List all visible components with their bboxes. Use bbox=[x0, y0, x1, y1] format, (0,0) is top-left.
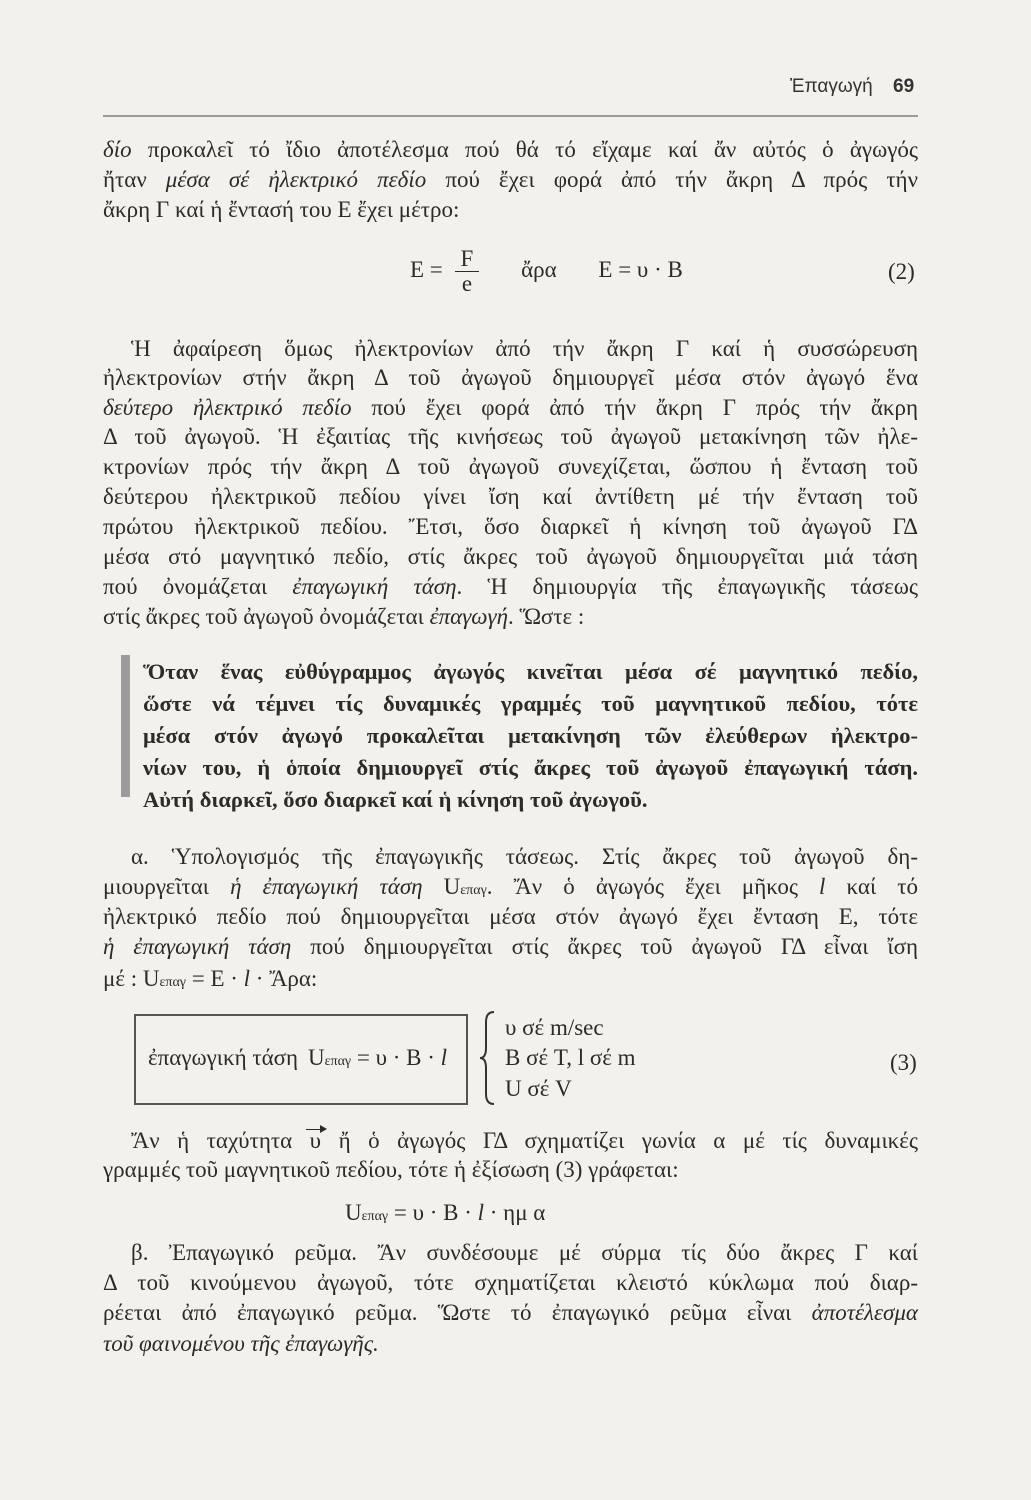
text-segment: μέσα στόν ἀγωγό προκαλεῖται μετακίνηση τῶν ἐλεύθερων ἠλεκτρο- bbox=[143, 723, 918, 748]
para-a-line bbox=[103, 933, 918, 961]
text-segment: ὥστε νά τέμνει τίς δυναμικές γραμμές τοῦ μαγνητικοῦ πεδίου, τότε bbox=[143, 691, 918, 716]
eq3-u: U bbox=[308, 1045, 325, 1070]
eq3-rhs: = υ · B · bbox=[356, 1045, 441, 1070]
rule-box-line bbox=[143, 658, 918, 686]
text-segment: πού ἔχει φορά ἀπό τήν ἄκρη Γ πρός τήν ἄκρη bbox=[351, 395, 918, 420]
eq3-unit-2: B σέ T, l σέ m bbox=[505, 1045, 636, 1070]
text-segment: Αὐτή διαρκεῖ, ὅσο διαρκεῖ καί ἡ κίνηση τοῦ ἀγωγοῦ. bbox=[143, 787, 648, 812]
eq3-unit-1: υ σέ m/sec bbox=[505, 1015, 604, 1040]
para-a-line bbox=[103, 873, 918, 905]
text-segment: γραμμές τοῦ μαγνητικοῦ πεδίου, τότε ἡ ἐξίσωση (3) γράφεται: bbox=[103, 1157, 679, 1182]
para2-line bbox=[103, 483, 918, 511]
text-segment: ἡ ἐπαγωγική τάση bbox=[103, 934, 292, 959]
eq2-lhs: E = bbox=[410, 256, 443, 282]
para-a-line bbox=[103, 903, 918, 931]
text-segment: l bbox=[819, 874, 826, 899]
text-segment: α. Ὑπολογισμός τῆς ἐπαγωγικῆς τάσεως. Στίς ἄκρες τοῦ ἀγωγοῦ δη- bbox=[131, 844, 918, 869]
text-segment: πού δημιουργεῖται στίς ἄκρες τοῦ ἀγωγοῦ ΓΔ εἶναι ἴση bbox=[291, 934, 918, 959]
text-segment: τοῦ φαινομένου τῆς ἐπαγωγῆς. bbox=[103, 1331, 379, 1356]
text-segment: . Ὥστε : bbox=[508, 604, 585, 629]
text-segment: U bbox=[422, 874, 461, 899]
para1-line bbox=[103, 166, 918, 194]
eq2-denominator: e bbox=[461, 271, 473, 296]
text-segment: μέσα στό μαγνητικό πεδίο, στίς ἄκρες τοῦ ἀγωγοῦ δημιουργεῖται μιά τάση bbox=[103, 544, 918, 569]
eq3-name: ἐπαγωγική τάση bbox=[148, 1045, 299, 1070]
para2-line bbox=[103, 543, 918, 571]
eq3-formula bbox=[308, 1044, 447, 1076]
eq2-fraction bbox=[455, 247, 480, 296]
text-segment: πού ἔχει φορά ἀπό τήν ἄκρη Δ πρός τήν bbox=[426, 167, 918, 192]
text-segment: πρώτου ἠλεκτρικοῦ πεδίου. Ἔτσι, ὅσο διαρκεῖ ἡ κίνηση τοῦ ἀγωγοῦ ΓΔ bbox=[103, 514, 918, 539]
text-segment: ἤ ὁ ἀγωγός ΓΔ σχηματίζει γωνία α μέ τίς δυναμικές bbox=[321, 1128, 918, 1153]
rule-box-line bbox=[143, 690, 918, 718]
eq2-rhs: E = υ · B bbox=[598, 256, 683, 282]
para2-line bbox=[103, 573, 918, 601]
text-segment: ἀποτέλεσμα bbox=[811, 1300, 918, 1325]
text-segment: Ὅταν ἕνας εὐθύγραμμος ἀγωγός κινεῖται μέσα σέ μαγνητικό πεδίο, bbox=[143, 659, 918, 684]
para2-line bbox=[103, 603, 918, 631]
eq2-numerator: F bbox=[455, 247, 480, 272]
text-segment: μέσα σέ ἠλεκτρικό πεδίο bbox=[165, 167, 427, 192]
text-segment: μιουργεῖται bbox=[103, 874, 231, 899]
eq3-unit-3: U σέ V bbox=[505, 1076, 572, 1101]
para-b-line bbox=[103, 1269, 918, 1297]
eq4-segment: U bbox=[345, 1200, 362, 1225]
text-segment: ἐπαγωγή bbox=[429, 604, 508, 629]
text-segment: ἡ ἐπαγωγική τάση bbox=[230, 874, 423, 899]
eq4-segment: = υ · B · bbox=[388, 1200, 478, 1225]
text-segment: ἠλεκτρικό πεδίο πού δημιουργεῖται μέσα στόν ἀγωγό ἔχει ἔνταση Ε, τότε bbox=[103, 904, 918, 929]
velocity-vector: υ bbox=[309, 1128, 322, 1153]
eq4-segment: επαγ bbox=[361, 1209, 389, 1224]
eq2-label: (2) bbox=[888, 259, 915, 284]
text-segment: στίς ἄκρες τοῦ ἀγωγοῦ ὀνομάζεται bbox=[103, 604, 430, 629]
para2-line bbox=[103, 453, 918, 481]
text-segment: β. Ἐπαγωγικό ρεῦμα. Ἄν συνδέσουμε μέ σύρμα τίς δύο ἄκρες Γ καί bbox=[131, 1240, 918, 1265]
text-segment: . Ἄν ὁ ἀγωγός ἔχει μῆκος bbox=[486, 874, 820, 899]
header-rule bbox=[103, 115, 918, 117]
text-segment: καί τό bbox=[825, 874, 918, 899]
text-segment: νίων του, ἡ ὁποία δημιουργεῖ στίς ἄκρες τοῦ ἀγωγοῦ ἐπαγωγική τάση. bbox=[143, 755, 918, 780]
text-segment: Ἡ ἀφαίρεση ὅμως ἠλεκτρονίων ἀπό τήν ἄκρη Γ καί ἡ συσσώρευση bbox=[131, 336, 918, 361]
text-segment: δεύτερου ἠλεκτρικοῦ πεδίου γίνει ἴση καί ἀντίθετη μέ τήν ἔνταση τοῦ bbox=[103, 484, 918, 509]
para2-line bbox=[103, 335, 918, 363]
text-segment: επαγ bbox=[460, 883, 487, 898]
text-segment: πού ὀνομάζεται bbox=[103, 574, 293, 599]
text-segment: Δ τοῦ κινούμενου ἀγωγοῦ, τότε σχηματίζεται κλειστό κύκλωμα πού διαρ- bbox=[103, 1270, 918, 1295]
para2-line bbox=[103, 394, 918, 422]
eq4-segment: · ημ α bbox=[484, 1200, 546, 1225]
rule-box-line bbox=[143, 722, 918, 750]
eq4-segment: l bbox=[477, 1200, 485, 1225]
eq3-sub: επαγ bbox=[324, 1054, 352, 1069]
para1-line bbox=[103, 196, 918, 224]
brace bbox=[478, 1010, 496, 1106]
text-segment: ἠλεκτρονίων στήν ἄκρη Δ τοῦ ἀγωγοῦ δημιουργεῖ μέσα στόν ἀγωγό ἕνα bbox=[103, 365, 918, 390]
para-angle-line bbox=[103, 1127, 918, 1155]
para-angle-line bbox=[103, 1156, 918, 1184]
text-segment: ἄκρη Γ καί ἡ ἔντασή του Ε ἔχει μέτρο: bbox=[103, 197, 460, 222]
para2-line bbox=[103, 364, 918, 392]
para-a-line bbox=[103, 843, 918, 871]
para1-line bbox=[103, 136, 918, 164]
text-segment: δίο bbox=[103, 137, 132, 162]
text-segment: κτρονίων πρός τήν ἄκρη Δ τοῦ ἀγωγοῦ συνεχίζεται, ὥσπου ἡ ἔνταση τοῦ bbox=[103, 454, 918, 479]
text-segment: ἤταν bbox=[103, 167, 166, 192]
highlight-bar bbox=[121, 655, 130, 797]
para-b-line bbox=[103, 1239, 918, 1267]
equation-2 bbox=[410, 247, 683, 296]
para-b-line bbox=[103, 1330, 918, 1358]
text-segment: ἐπαγωγική τάση bbox=[292, 574, 457, 599]
text-segment: l bbox=[243, 966, 251, 991]
para2-line bbox=[103, 513, 918, 541]
text-segment: προκαλεῖ τό ἴδιο ἀποτέλεσμα πού θά τό εἴχαμε καί ἄν αὐτός ὁ ἀγωγός bbox=[131, 137, 918, 162]
text-segment: δεύτερο ἠλεκτρικό πεδίο bbox=[103, 395, 352, 420]
para-a-line bbox=[103, 965, 918, 997]
eq3-label: (3) bbox=[890, 1050, 917, 1075]
rule-box-line bbox=[143, 786, 918, 814]
text-segment: = Ε · bbox=[185, 966, 244, 991]
eq3-l: l bbox=[440, 1045, 448, 1070]
rule-box-line bbox=[143, 754, 918, 782]
running-header-title: Ἐπαγωγή bbox=[790, 76, 873, 97]
text-segment: επαγ bbox=[159, 975, 186, 990]
text-segment: ρέεται ἀπό ἐπαγωγικό ρεῦμα. Ὥστε τό ἐπαγωγικό ρεῦμα εἶναι bbox=[103, 1300, 812, 1325]
para2-line bbox=[103, 423, 918, 451]
text-segment: Ἄν ἡ ταχύτητα bbox=[131, 1128, 310, 1153]
para-b-line bbox=[103, 1299, 918, 1327]
eq2-word: ἄρα bbox=[521, 256, 557, 282]
equation-4 bbox=[345, 1199, 545, 1231]
text-segment: μέ : U bbox=[103, 966, 160, 991]
text-segment: · Ἄρα: bbox=[250, 966, 318, 991]
text-segment: Δ τοῦ ἀγωγοῦ. Ἡ ἐξαιτίας τῆς κινήσεως τοῦ ἀγωγοῦ μετακίνηση τῶν ἠλε- bbox=[103, 424, 918, 449]
page-number: 69 bbox=[893, 76, 915, 97]
text-segment: . Ἡ δημιουργία τῆς ἐπαγωγικῆς τάσεως bbox=[456, 574, 919, 599]
